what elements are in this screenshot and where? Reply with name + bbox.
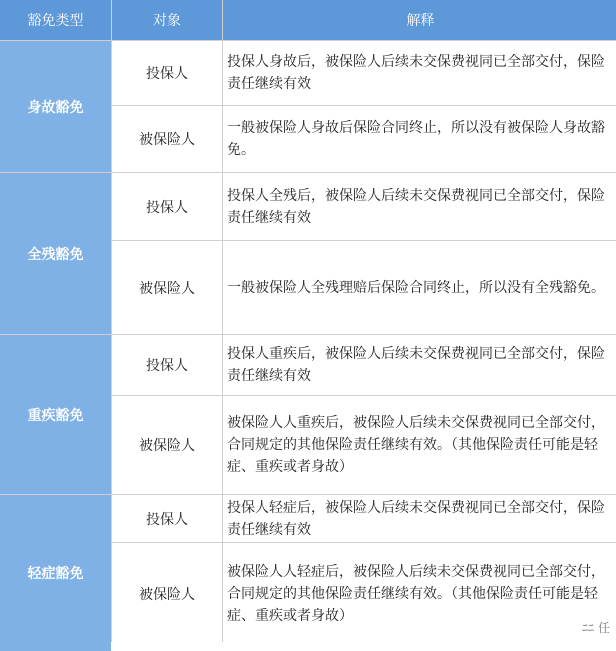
- waiver-type-death: 身故豁免: [0, 41, 111, 172]
- header-waiver-type: 豁免类型: [0, 0, 111, 40]
- object-cell: 投保人: [112, 335, 222, 395]
- waiver-type-critical-illness: 重疾豁免: [0, 335, 111, 494]
- header-object: 对象: [112, 0, 222, 40]
- waiver-type-disability: 全残豁免: [0, 173, 111, 334]
- explanation-cell: 投保人重疾后，被保险人后续未交保费视同已全部交付，保险责任继续有效: [223, 335, 616, 395]
- object-cell: 被保险人: [112, 543, 222, 645]
- explanation-cell: 投保人全残后，被保险人后续未交保费视同已全部交付，保险责任继续有效: [223, 173, 616, 240]
- object-cell: 投保人: [112, 495, 222, 542]
- table-bottom-edge: [112, 646, 616, 651]
- waiver-type-mild-illness: 轻症豁免: [0, 495, 111, 651]
- header-explanation: 解释: [223, 0, 616, 40]
- object-cell: 被保险人: [112, 241, 222, 334]
- watermark: ﾆﾆ 任: [582, 619, 610, 636]
- explanation-cell: 投保人轻症后，被保险人后续未交保费视同已全部交付，保险责任继续有效: [223, 495, 616, 542]
- object-cell: 被保险人: [112, 106, 222, 172]
- object-cell: 被保险人: [112, 396, 222, 494]
- object-cell: 投保人: [112, 41, 222, 105]
- object-cell: 投保人: [112, 173, 222, 240]
- explanation-cell: 一般被保险人身故后保险合同终止，所以没有被保险人身故豁免。: [223, 106, 616, 172]
- explanation-cell: 被保险人人重疾后，被保险人后续未交保费视同已全部交付，合同规定的其他保险责任继续有效。（其他保险责任可能是轻症、重疾或者身故）: [223, 396, 616, 494]
- explanation-cell: 被保险人人轻症后，被保险人后续未交保费视同已全部交付，合同规定的其他保险责任继续有效。（其他保险责任可能是轻症、重疾或者身故）: [223, 543, 616, 645]
- explanation-cell: 投保人身故后，被保险人后续未交保费视同已全部交付，保险责任继续有效: [223, 41, 616, 105]
- explanation-cell: 一般被保险人全残理赔后保险合同终止，所以没有全残豁免。: [223, 241, 616, 334]
